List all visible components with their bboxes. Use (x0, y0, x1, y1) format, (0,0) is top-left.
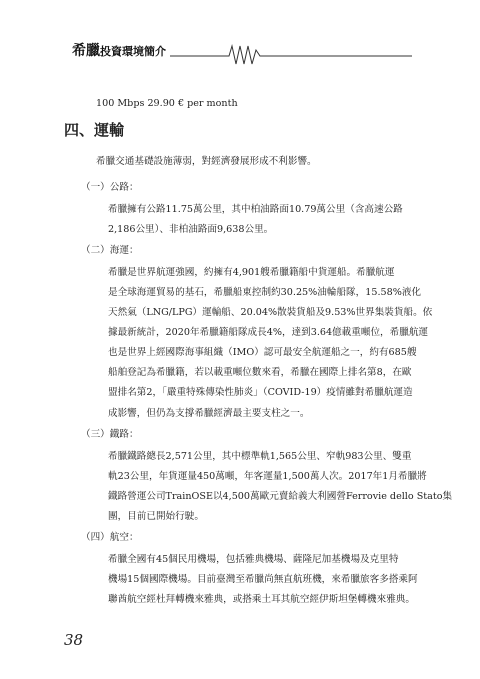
section-title: 四、運輸 (64, 121, 125, 139)
header-title-big: 希臘 (72, 43, 100, 59)
section-intro: 希臘交通基礎設施薄弱，對經濟發展形成不利影響。 (96, 156, 317, 167)
air-line: 聯酋航空經杜拜轉機來雅典，或搭乘土耳其航空經伊斯坦堡轉機來雅典。 (108, 594, 415, 605)
header-title-small: 投資環境簡介 (100, 45, 166, 58)
road-label: （一）公路： (81, 182, 139, 193)
rail-line: 軌23公里，年貨運量450萬噸，年客運量1,500萬人次。2017年1月希臘將 (108, 471, 427, 482)
sea-line: 船舶登記為希臘籍，若以載重噸位數來看，希臘在國際上排名第8，在歐 (108, 367, 412, 378)
sea-label: （二）海運： (81, 245, 139, 256)
rail-line: 鐵路營運公司TrainOSE以4,500萬歐元賣給義大利國營Ferrovie dello Stato集 (108, 491, 453, 502)
road-line: 希臘擁有公路11.75萬公里，其中柏油路面10.79萬公里（含高速公路 (108, 204, 403, 215)
air-line: 機場15個國際機場。目前臺灣至希臘尚無直航班機，來希臘旅客多搭乘阿 (108, 574, 418, 585)
road-line: 2,186公里）、非柏油路面9,638公里。 (108, 224, 274, 235)
sea-line: 也是世界上經國際海事組織（IMO）認可最安全航運船之一，約有685艘 (108, 347, 417, 358)
sea-line: 是全球海運貿易的基石，希臘船東控制約30.25%油輪船隊，15.58%液化 (108, 287, 422, 298)
header-title (72, 40, 170, 60)
intro-line: 100 Mbps 29.90 € per month (96, 98, 238, 109)
rail-label: （三）鐵路： (81, 429, 139, 440)
page-header (72, 40, 412, 70)
page-number: 38 (64, 631, 84, 649)
air-label: （四）航空： (81, 532, 139, 543)
sea-line: 希臘是世界航運強國，約擁有4,901艘希臘籍船中貨運船。希臘航運 (108, 267, 395, 278)
air-line: 希臘全國有45個民用機場，包括雅典機場、薩隆尼加基機場及克里特 (108, 554, 399, 565)
sea-line: 成影響，但仍為支撐希臘經濟最主要支柱之一。 (108, 408, 310, 419)
rail-line: 希臘鐵路總長2,571公里，其中標準軌1,565公里、窄軌983公里、雙重 (108, 451, 412, 462)
rail-line: 團，目前已開始行駛。 (108, 511, 204, 522)
sea-line: 據最新統計，2020年希臘籍船隊成長4%，達到3.64億載重噸位，希臘航運 (108, 327, 429, 338)
sea-line: 盟排名第2，「嚴重特殊傳染性肺炎」（COVID-19）疫情雖對希臘航運造 (108, 387, 413, 398)
sea-line: 天然氣（LNG/LPG）運輸船、20.04%散裝貨船及9.53%世界集裝貨船。依 (108, 307, 433, 318)
